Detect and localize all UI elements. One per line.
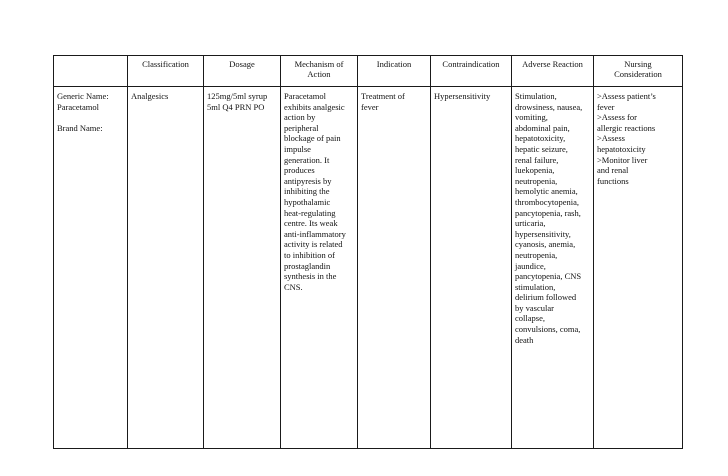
spacer <box>57 112 124 123</box>
header-mechanism-of-action: Mechanism of Action <box>281 56 358 87</box>
table-row <box>54 87 683 449</box>
cell-adverse-reaction: Stimulation, drowsiness, nausea, vomiting, abdominal pain, hepatotoxicity, hepatic seizure, renal failure, luekopenia, neutropenia, hemolytic anemia, thrombocytopenia, pancytopenia, rash, urticaria, hypersensitivity, cyanosis, anemia, neutropenia, jaundice, pancytopenia, CNS stimulation, delirium followed by vascular collapse, convulsions, coma, death <box>512 87 594 449</box>
cell-drug-name <box>54 87 128 449</box>
header-nursing-consideration: Nursing Consideration <box>594 56 683 87</box>
header-adverse-reaction: Adverse Reaction <box>512 56 594 87</box>
cell-contraindication: Hypersensitivity <box>431 87 512 449</box>
header-dosage: Dosage <box>204 56 281 87</box>
cell-classification: Analgesics <box>128 87 204 449</box>
cell-dosage: 125mg/5ml syrup 5ml Q4 PRN PO <box>204 87 281 449</box>
generic-name-value: Paracetamol <box>57 101 100 112</box>
header-indication: Indication <box>358 56 431 87</box>
cell-nursing-consideration: >Assess patient’s fever >Assess for allergic reactions >Assess hepatotoxicity >Monitor liver and renal functions <box>594 87 683 449</box>
cell-indication: Treatment of fever <box>358 87 431 449</box>
brand-name-label: Brand Name: <box>57 122 103 133</box>
generic-name-label: Generic Name: <box>57 91 109 101</box>
header-row <box>54 56 683 87</box>
header-contraindication: Contraindication <box>431 56 512 87</box>
header-drug-name <box>54 56 128 87</box>
drug-study-table <box>53 55 683 449</box>
cell-mechanism-of-action: Paracetamol exhibits analgesic action by peripheral blockage of pain impulse generation. It produces antipyresis by inhibiting the hypothalamic heat-regulating centre. Its weak anti-inflammatory activity is related to inhibition of prostaglandin synthesis in the CNS. <box>281 87 358 449</box>
header-classification: Classification <box>128 56 204 87</box>
